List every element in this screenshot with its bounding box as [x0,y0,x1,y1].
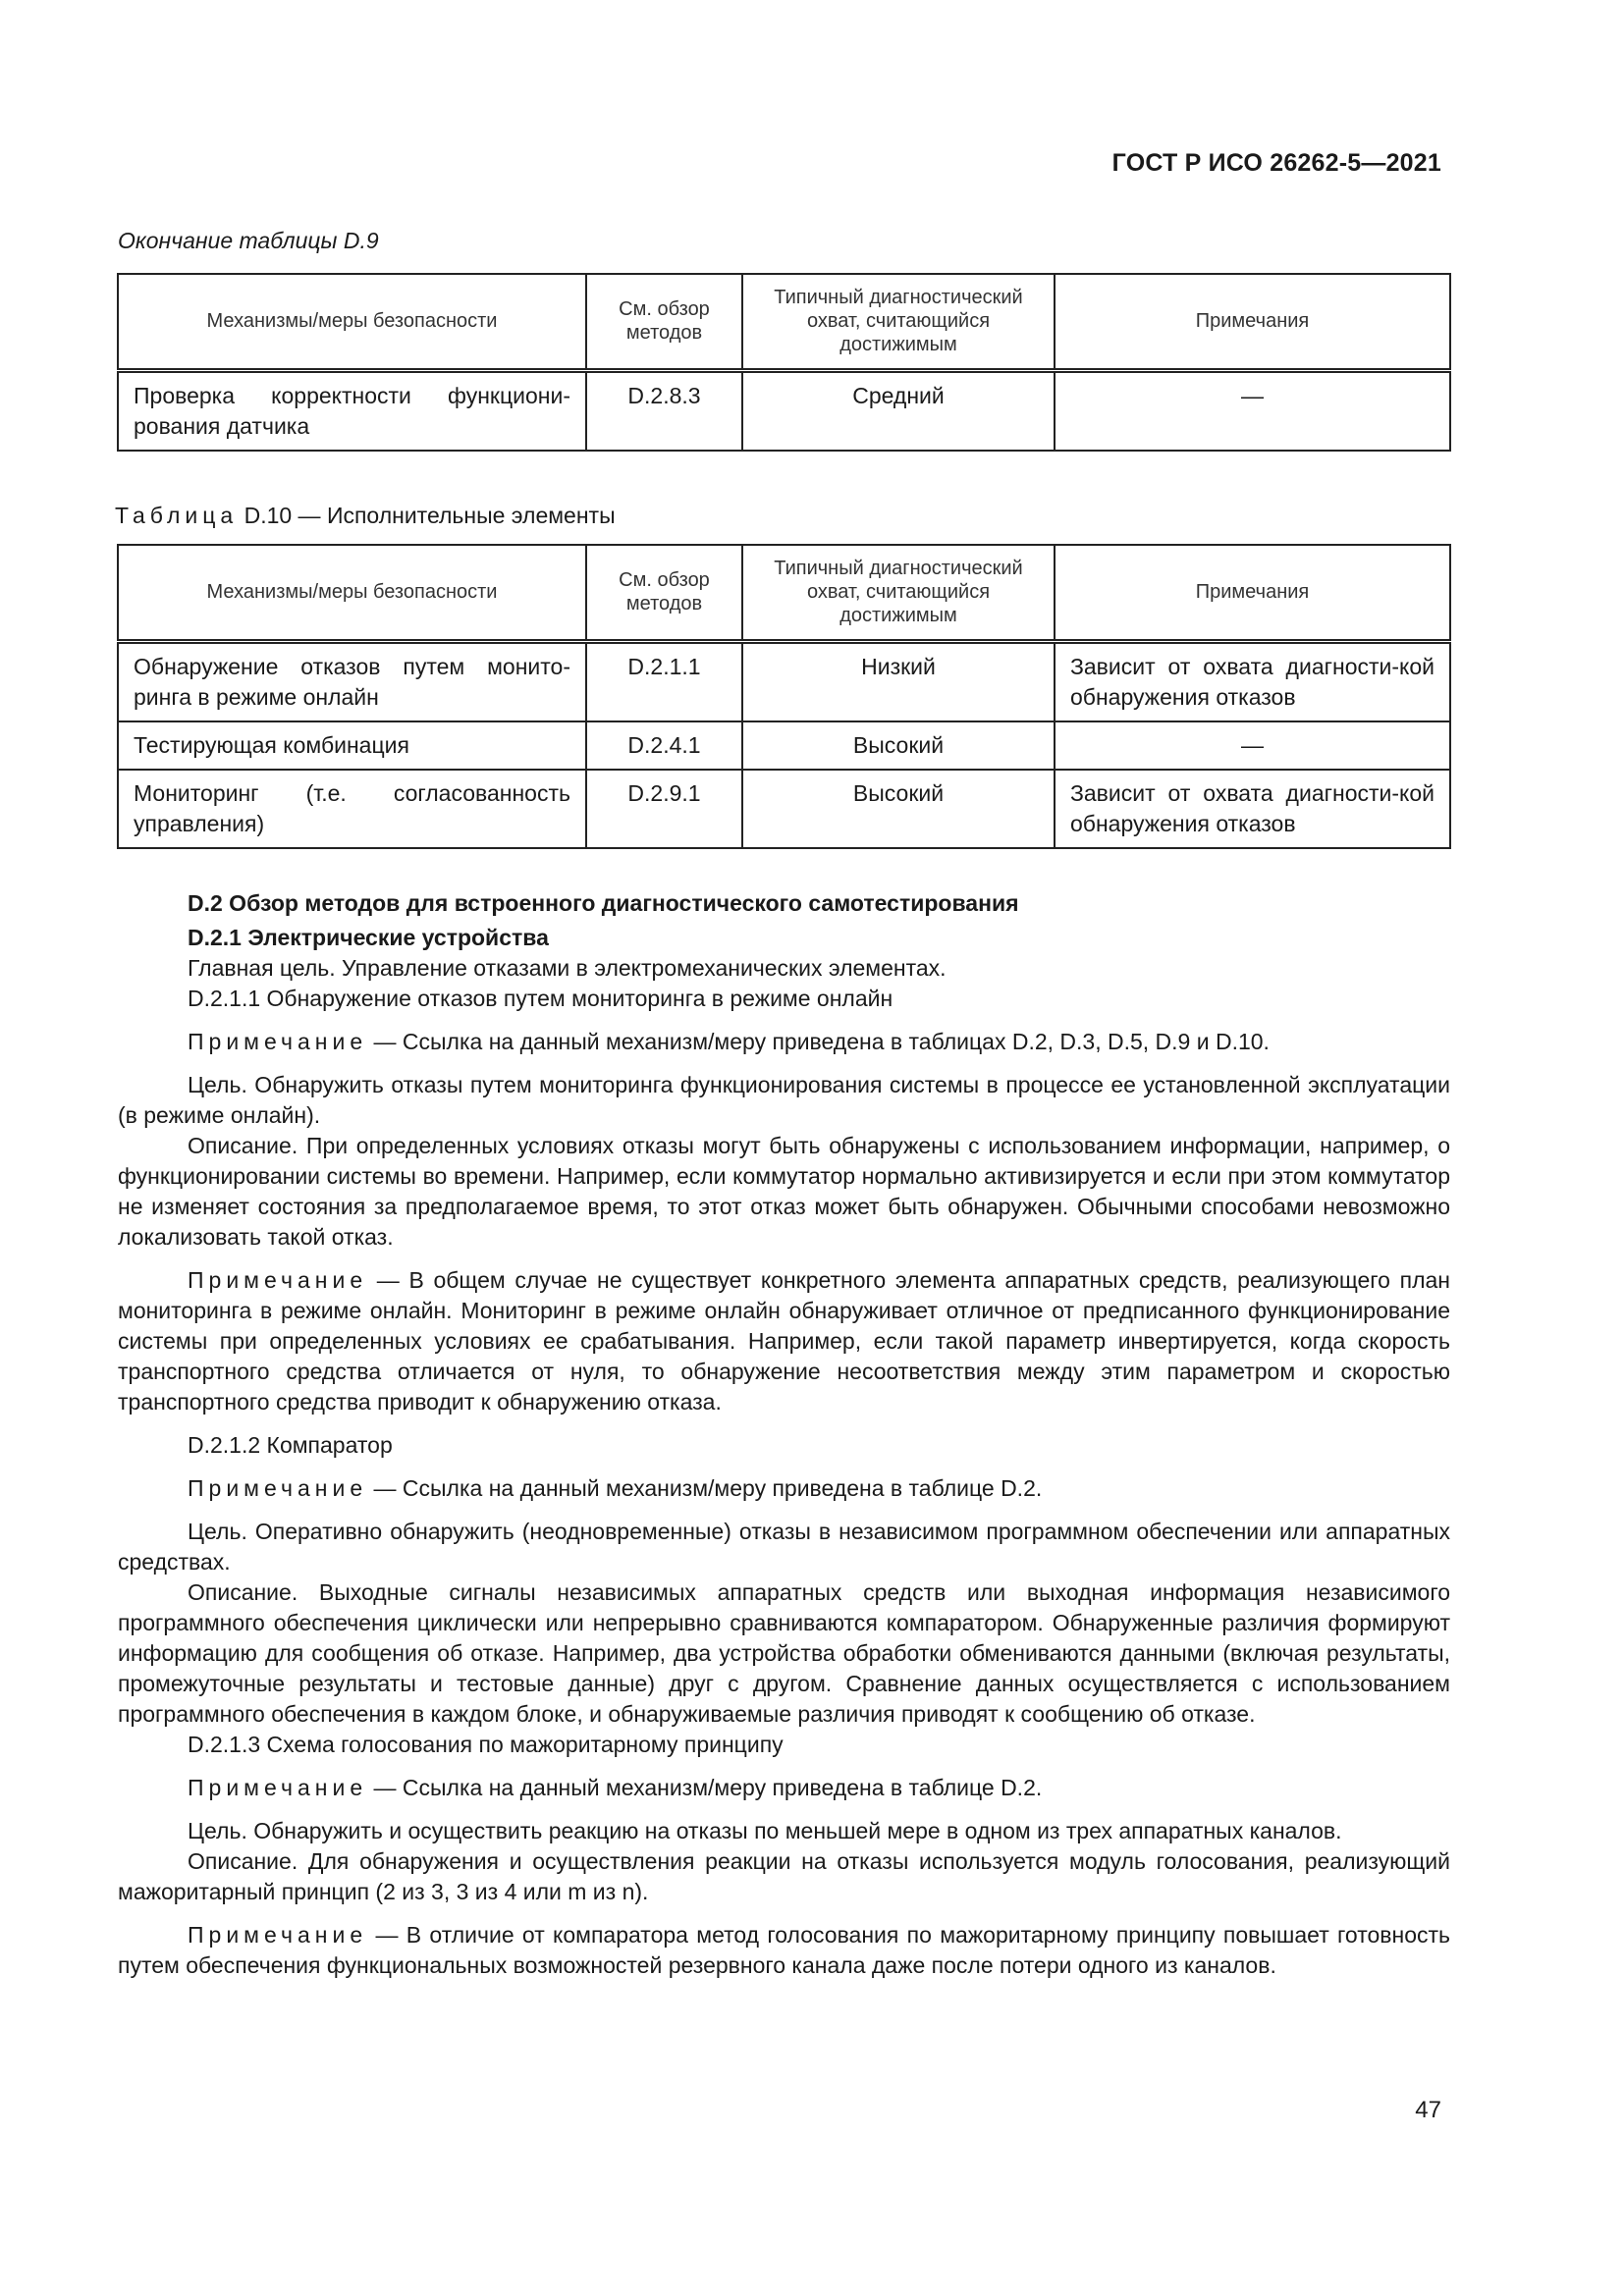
note-paragraph [118,1265,1450,1417]
note-label: Примечание [188,1475,368,1501]
paragraph-goal: Цель. Обнаружить отказы путем мониторинга функционирования системы в процессе ее установленной эксплуатации (в режиме онлайн). [118,1072,1450,1128]
table-d9 [117,273,1451,452]
note-text: — В общем случае не существует конкретного элемента аппаратных средств, реализующего план мониторинга в режиме онлайн. Мониторинг в режиме онлайн обнаруживает отличное от предписанного функционирование системы при определенных условиях ее срабатывания. Например, если такой параметр инвертируется, когда скорость транспортного средства отличается от нуля, то обнаружение несоответствия между этим параметром и скоростью транспортного средства приводит к обнаружению отказа. [118,1267,1450,1415]
column-header-coverage: Типичный диагностический охват, считающийся достижимым [742,274,1055,370]
column-header-measures: Механизмы/меры безопасности [118,545,586,641]
column-header-notes: Примечания [1055,274,1450,370]
table-caption-text: D.10 — Исполнительные элементы [244,503,616,528]
note-text: — Ссылка на данный механизм/меру приведена в таблице D.2. [367,1775,1043,1800]
column-header-coverage: Типичный диагностический охват, считающийся достижимым [742,545,1055,641]
table-row [118,770,1450,848]
paragraph-goal: Цель. Оперативно обнаружить (неодновременные) отказы в независимом программном обеспечении или аппаратных средствах. [118,1519,1450,1575]
table-row [118,641,1450,721]
note-text: — Ссылка на данный механизм/меру приведена в таблице D.2. [367,1475,1043,1501]
cell-notes: Зависит от охвата диагности-кой обнаружения отказов [1055,641,1450,721]
cell-ref: D.2.1.1 [586,641,742,721]
page-number: 47 [1415,2097,1441,2123]
cell-coverage: Высокий [742,721,1055,770]
note-paragraph [118,1773,1450,1803]
note-label: Примечание [188,1029,368,1054]
note-label: Примечание [188,1922,368,1948]
cell-coverage: Низкий [742,641,1055,721]
column-header-ref: См. обзор методов [586,545,742,641]
table-header-row [118,545,1450,641]
note-label: Примечание [188,1775,368,1800]
note-paragraph [118,1027,1450,1057]
table-row [118,370,1450,451]
table-row [118,721,1450,770]
column-header-notes: Примечания [1055,545,1450,641]
paragraph-description: Описание. Выходные сигналы независимых аппаратных средств или выходная информация независимого программного обеспечения циклически или непрерывно сравниваются компаратором. Обнаруженные различия формируют информацию для сообщения об отказе. Например, два устройства обработки обмениваются данными (включая результаты, промежуточные результаты и тестовые данные) друг с другом. Сравнение данных осуществляется с использованием программного обеспечения в каждом блоке, и обнаруживаемые различия приводят к сообщению об отказе. [118,1579,1450,1727]
cell-ref: D.2.4.1 [586,721,742,770]
table-caption-label: Таблица [115,503,239,528]
table-d9-caption: Окончание таблицы D.9 [118,228,379,253]
cell-measure: Обнаружение отказов путем монито-ринга в режиме онлайн [118,641,586,721]
cell-measure: Проверка корректности функциони-рования датчика [118,370,586,451]
note-label: Примечание [188,1267,368,1293]
cell-notes: — [1055,370,1450,451]
section-heading-d21: D.2.1 Электрические устройства [188,925,549,950]
section-body [118,888,1450,1981]
cell-notes: — [1055,721,1450,770]
table-header-row [118,274,1450,370]
cell-coverage: Высокий [742,770,1055,848]
cell-coverage: Средний [742,370,1055,451]
table-d10-caption [115,503,616,529]
column-header-measures: Механизмы/меры безопасности [118,274,586,370]
subsection-title-d212: D.2.1.2 Компаратор [188,1432,393,1458]
column-header-ref: См. обзор методов [586,274,742,370]
paragraph-description: Описание. Для обнаружения и осуществления реакции на отказы используется модуль голосования, реализующий мажоритарный принцип (2 из 3, 3 из 4 или m из n). [118,1848,1450,1904]
subsection-title-d213: D.2.1.3 Схема голосования по мажоритарному принципу [188,1732,784,1757]
cell-notes: Зависит от охвата диагности-кой обнаружения отказов [1055,770,1450,848]
section-heading-d2: D.2 Обзор методов для встроенного диагностического самотестирования [188,890,1019,916]
paragraph-description: Описание. При определенных условиях отказы могут быть обнаружены с использованием информации, например, о функционировании системы во времени. Например, если коммутатор нормально активизируется и если при этом коммутатор не изменяет состояния за предполагаемое время, то этот отказ может быть обнаружен. Обычными способами невозможно локализовать такой отказ. [118,1133,1450,1250]
cell-measure: Тестирующая комбинация [118,721,586,770]
paragraph-main-goal: Главная цель. Управление отказами в электромеханических элементах. [188,955,947,981]
note-paragraph [118,1473,1450,1504]
cell-ref: D.2.8.3 [586,370,742,451]
note-text: — Ссылка на данный механизм/меру приведена в таблицах D.2, D.3, D.5, D.9 и D.10. [367,1029,1270,1054]
subsection-title-d211: D.2.1.1 Обнаружение отказов путем мониторинга в режиме онлайн [188,986,893,1011]
note-paragraph [118,1920,1450,1981]
note-text: — В отличие от компаратора метод голосования по мажоритарному принципу повышает готовность путем обеспечения функциональных возможностей резервного канала даже после потери одного из каналов. [118,1922,1450,1978]
paragraph-goal: Цель. Обнаружить и осуществить реакцию на отказы по меньшей мере в одном из трех аппаратных каналов. [188,1818,1342,1843]
cell-measure: Мониторинг (т.е. согласованность управления) [118,770,586,848]
standard-header: ГОСТ Р ИСО 26262-5—2021 [1111,149,1441,177]
cell-ref: D.2.9.1 [586,770,742,848]
table-d10 [117,544,1451,849]
